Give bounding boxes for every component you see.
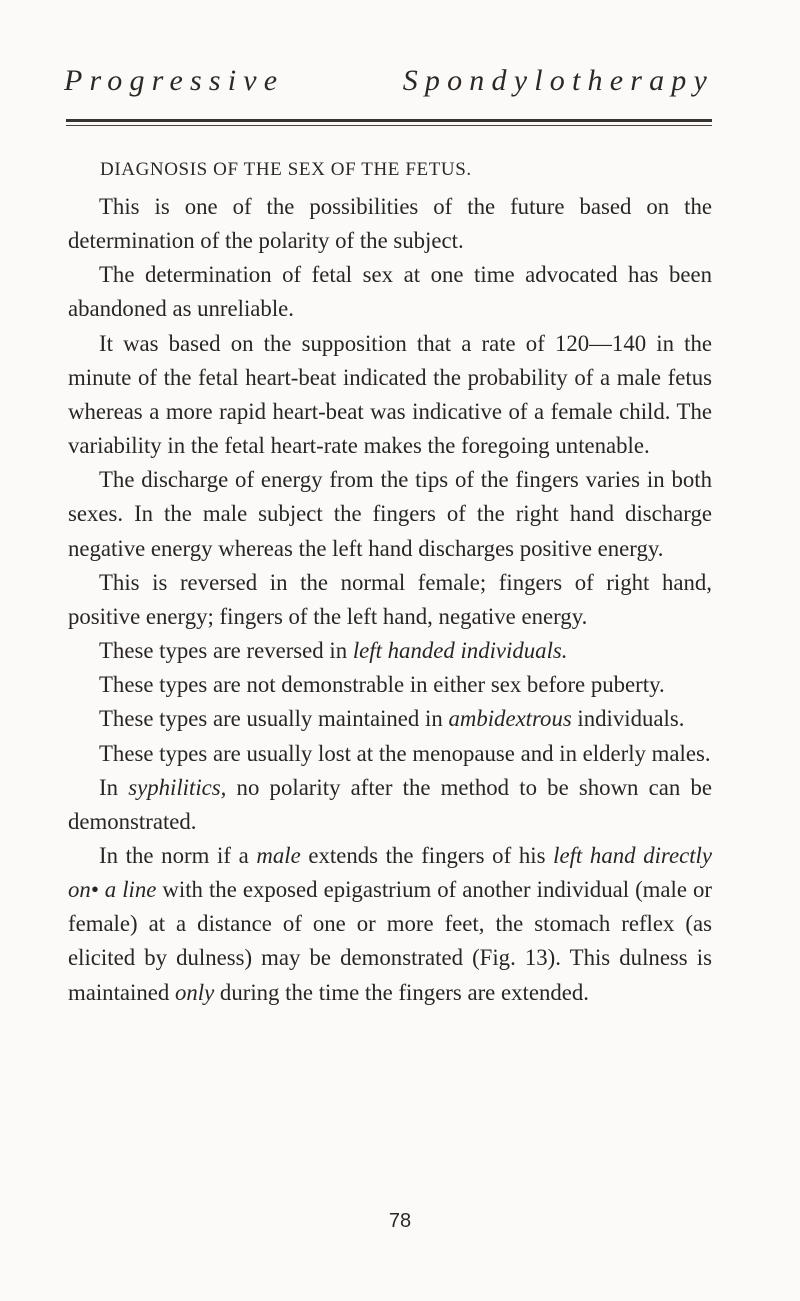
paragraph-11-emphasis-b: left hand directly on• a line	[68, 842, 712, 903]
paragraph-10-text-b: no polarity after the method to be shown can be demonstrated.	[68, 774, 712, 834]
paragraph-2: The determination of fetal sex at one time advocated has been abandoned as unreliable.	[68, 262, 712, 322]
paragraph-11-text-a: In the norm if a	[99, 842, 257, 868]
paragraph-11-text-d: during the time the fingers are extended.	[214, 979, 589, 1005]
paragraph-5: This is reversed in the normal female; fingers of right hand, positive energy; fingers of the left hand, negative energy.	[68, 569, 712, 629]
paragraph-3: It was based on the supposition that a rate of 120—140 in the minute of the fetal heart-beat indicated the probability of a male fetus whereas a more rapid heart-beat was indicative of a female child. The variability in the fetal heart-rate makes the foregoing untenable.	[68, 330, 712, 459]
paragraph-10-emphasis: syphilitics,	[128, 774, 227, 800]
header-rule-thick	[66, 119, 712, 122]
header-rule-thin	[66, 125, 712, 126]
running-head-word-2: Spondylotherapy	[402, 64, 714, 97]
paragraph-6	[68, 634, 712, 668]
paragraph-10	[68, 771, 712, 839]
paragraph-8-text-a: These types are usually maintained in	[99, 706, 449, 732]
paragraph-11-text-b: extends the fingers of his	[300, 842, 554, 868]
paragraph-9: These types are usually lost at the menopause and in elderly males.	[99, 740, 711, 766]
paragraph-4: The discharge of energy from the tips of the fingers varies in both sexes. In the male subject the fingers of the right hand discharge negative energy whereas the left hand discharges positive energy.	[68, 467, 712, 561]
paragraph-8-emphasis: ambidextrous	[448, 706, 572, 732]
paragraph-11-text-c: with the exposed epigastrium of another individual (male or female) at a distance of one or more feet, the stomach reflex (as elicited by dulness) may be demonstrated (Fig. 13). This dulness is maintained	[68, 877, 712, 1005]
paragraph-6-text: These types are reversed in	[99, 638, 353, 664]
paragraph-8	[68, 702, 712, 736]
paragraph-1: This is one of the possibilities of the future based on the determination of the polarity of the subject.	[68, 194, 712, 254]
paragraph-10-text-a: In	[99, 774, 129, 800]
page-number: 78	[388, 1210, 412, 1232]
paragraph-11	[68, 839, 712, 1010]
paragraph-8-text-b: individuals.	[571, 706, 685, 732]
body-text	[68, 190, 712, 1010]
paragraph-7: These types are not demonstrable in either sex before puberty.	[99, 672, 665, 698]
running-head	[64, 64, 714, 112]
section-title: DIAGNOSIS OF THE SEX OF THE FETUS.	[100, 159, 472, 180]
paragraph-11-emphasis-a: male	[256, 842, 301, 868]
paragraph-6-emphasis: left handed individuals.	[352, 638, 568, 664]
running-head-word-1: Progressive	[64, 64, 285, 97]
paragraph-11-emphasis-c: only	[174, 979, 215, 1005]
